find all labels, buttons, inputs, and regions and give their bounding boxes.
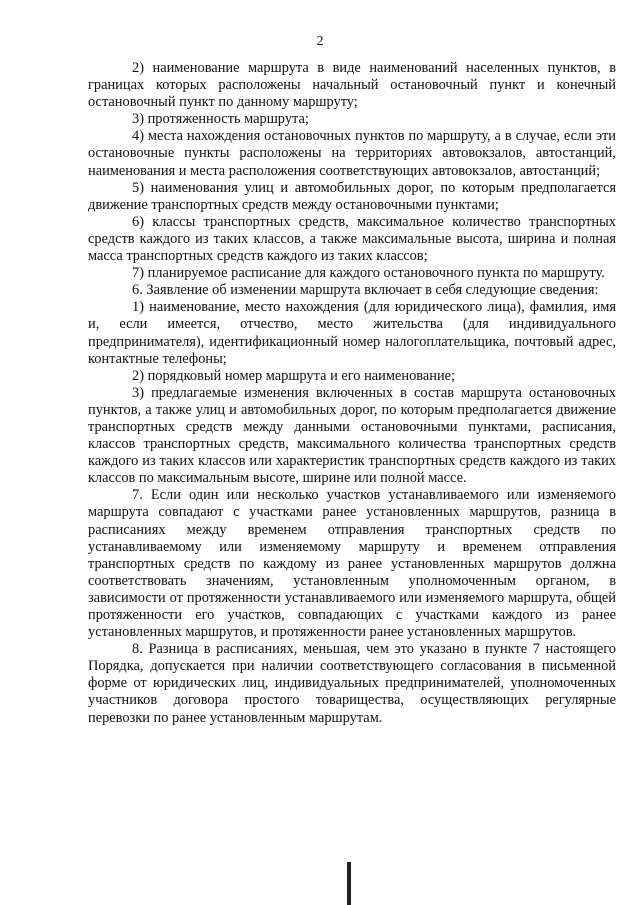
paragraph: 6. Заявление об изменении маршрута включает в себя следующие сведения: <box>132 282 599 299</box>
paragraph: 5) наименования улиц и автомобильных дорог, по которым предполагается движение транспортных средств между остановочными пунктами; <box>88 179 616 213</box>
paragraph: 3) протяженность маршрута; <box>132 111 309 128</box>
paragraph: 7) планируемое расписание для каждого остановочного пункта по маршруту. <box>132 265 605 282</box>
scan-artifact-line <box>347 862 351 905</box>
paragraph: 3) предлагаемые изменения включенных в состав маршрута остановочных пунктов, а также улиц и автомобильных дорог, по которым предполагается движение транспортных средств между данными остановочными пунктами, расписания, классов транспортных средств, максимального количества транспортных средств каждого из таких классов или характеристик транспортных средств каждого из таких классов по максимальным высоте, ширине или полной массе. <box>88 384 616 487</box>
paragraph: 4) места нахождения остановочных пунктов по маршруту, а в случае, если эти остановочные пункты расположены на территориях автовокзалов, автостанций, наименования и места расположения соответствующих автовокзалов, автостанций; <box>88 128 616 179</box>
paragraph: 2) порядковый номер маршрута и его наименование; <box>132 367 456 384</box>
paragraph: 6) классы транспортных средств, максимальное количество транспортных средств каждого из таких классов, а также максимальные высота, ширина и полная масса транспортных средств каждого из таких классов; <box>88 213 616 265</box>
document-body <box>88 60 616 727</box>
paragraph: 8. Разница в расписаниях, меньшая, чем это указано в пункте 7 настоящего Порядка, допускается при наличии соответствующего согласования в письменной форме от юридических лиц, индивидуальных предпринимателей, уполномоченных участников договора простого товарищества, осуществляющих регулярные перевозки по ранее установленным маршрутам. <box>88 641 616 726</box>
paragraph: 2) наименование маршрута в виде наименований населенных пунктов, в границах которых расположены начальный остановочный пункт и конечный остановочный пункт по данному маршруту; <box>88 60 616 111</box>
paragraph: 1) наименование, место нахождения (для юридического лица), фамилия, имя и, если имеется, отчество, место жительства (для индивидуального предпринимателя), идентификационный номер налогоплательщика, почтовый адрес, контактные телефоны; <box>88 299 616 367</box>
paragraph: 7. Если один или несколько участков устанавливаемого или изменяемого маршрута совпадают с участками ранее установленных маршрутов, разница в расписаниях между временем отправления транспортных средств по устанавливаемому или изменяемому маршруту и временем отправления транспортных средств по каждому из ранее установленных маршрутов должна соответствовать значениям, установленным уполномоченным органом, в зависимости от протяженности устанавливаемого или изменяемого маршрута, общей протяженности его участков, совпадающих с участками каждого из ранее установленных маршрутов, и протяженности ранее установленных маршрутов. <box>88 487 616 641</box>
page-number: 2 <box>316 34 324 49</box>
